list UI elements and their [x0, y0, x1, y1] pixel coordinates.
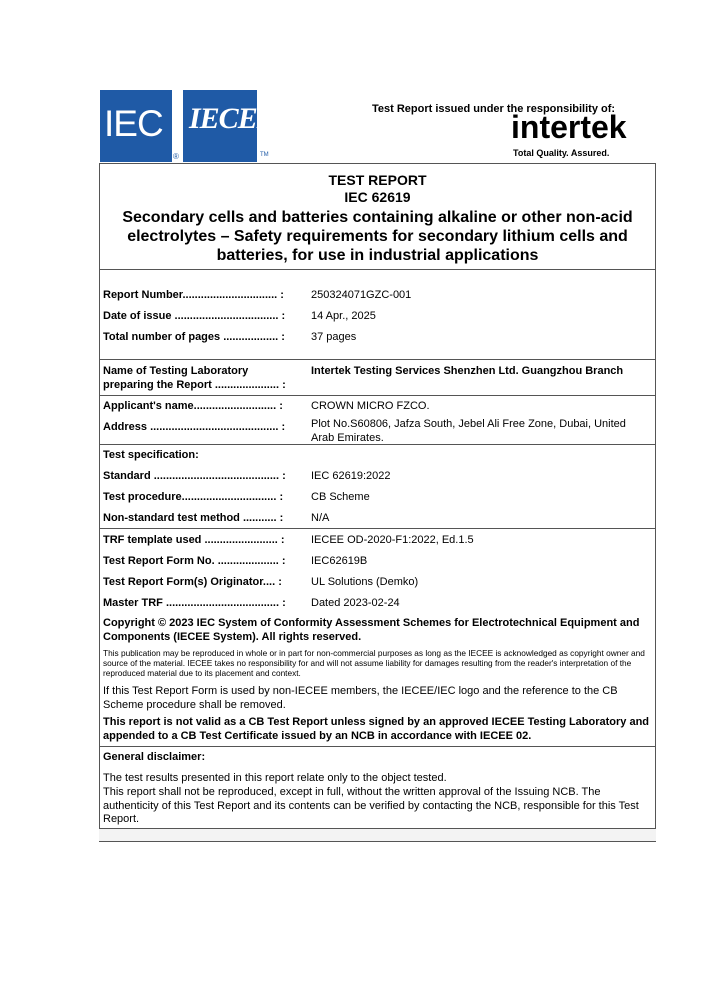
- non-member-notice: If this Test Report Form is used by non-IECEE members, the IECEE/IEC logo and the reference to the CB Scheme procedure shall be removed.: [103, 685, 618, 711]
- total-pages-label: Total number of pages .................. :: [103, 331, 285, 343]
- copyright-heading: Copyright © 2023 IEC System of Conformity Assessment Schemes for Electrotechnical Equipment and Components (IECEE System). All rights reserved.: [103, 617, 640, 643]
- address-label: Address .......................................... :: [103, 421, 286, 433]
- divider: [99, 269, 656, 270]
- bottom-bar: [99, 828, 656, 841]
- report-title-block: [100, 172, 655, 265]
- disclaimer-heading: General disclaimer:: [103, 751, 206, 763]
- divider: [99, 444, 656, 445]
- testing-lab-label-line2: preparing the Report ..................... :: [103, 379, 286, 391]
- test-spec-heading: Test specification:: [103, 449, 199, 461]
- trf-template-label: TRF template used ........................ :: [103, 534, 285, 546]
- registered-mark: ®: [173, 152, 179, 161]
- divider: [99, 528, 656, 529]
- master-trf-value: Dated 2023-02-24: [311, 597, 400, 609]
- iec-logo: [100, 90, 172, 162]
- trf-template-value: IECEE OD-2020-F1:2022, Ed.1.5: [311, 534, 474, 546]
- applicant-label: Applicant's name........................... :: [103, 400, 283, 412]
- divider: [99, 746, 656, 747]
- non-standard-value: N/A: [311, 512, 330, 524]
- intertek-logo: intertek: [511, 109, 627, 145]
- total-pages-value: 37 pages: [311, 331, 357, 343]
- applicant-value: CROWN MICRO FZCO.: [311, 400, 430, 412]
- disclaimer-line2: This report shall not be reproduced, except in full, without the written approval of the Issuing NCB. The authenticity of this Test Report and its contents can be verified by contacting the NCB, responsible for this Test Report.: [103, 786, 639, 825]
- intertek-tagline: Total Quality. Assured.: [513, 148, 610, 158]
- trf-form-no-label: Test Report Form No. .................... :: [103, 555, 286, 567]
- address-value: Plot No.S60806, Jafza South, Jebel Ali Free Zone, Dubai, United Arab Emirates.: [311, 418, 626, 444]
- report-number-value: 250324071GZC-001: [311, 289, 412, 301]
- trf-originator-label: Test Report Form(s) Originator.... :: [103, 576, 282, 588]
- divider: [99, 395, 656, 396]
- copyright-notice: This publication may be reproduced in whole or in part for non-commercial purposes as long as the IECEE is acknowledged as copyright owner and source of the material. IECEE takes no responsibility for and will not assume liability for damages resulting from the reader's interpretation of the reproduced material due to its placement and context.: [103, 648, 645, 678]
- issued-under-text: Test Report issued under the responsibility of:: [372, 103, 616, 115]
- report-number-label: Report Number............................... :: [103, 289, 284, 301]
- test-procedure-value: CB Scheme: [311, 491, 370, 503]
- iecee-logo-text: IECEE: [189, 102, 276, 135]
- disclaimer-line1: The test results presented in this report relate only to the object tested.: [103, 772, 447, 784]
- trf-form-no-value: IEC62619B: [311, 555, 368, 567]
- trf-originator-value: UL Solutions (Demko): [311, 576, 419, 588]
- non-standard-label: Non-standard test method ........... :: [103, 512, 284, 524]
- date-of-issue-value: 14 Apr., 2025: [311, 310, 376, 322]
- testing-lab-label-line1: Name of Testing Laboratory: [103, 365, 249, 377]
- report-title: TEST REPORT: [328, 172, 427, 188]
- divider: [99, 359, 656, 360]
- date-of-issue-label: Date of issue .................................. :: [103, 310, 286, 322]
- standard-value: IEC 62619:2022: [311, 470, 391, 482]
- standard-label: Standard ......................................... :: [103, 470, 286, 482]
- report-subject: Secondary cells and batteries containing alkaline or other non-acid electrolytes – Safety requirements for secondary lithium cells and batteries, for use in industrial applications: [122, 209, 633, 264]
- test-procedure-label: Test procedure............................... :: [103, 491, 284, 503]
- iec-logo-text: IEC: [104, 103, 163, 144]
- validity-notice: This report is not valid as a CB Test Report unless signed by an approved IECEE Testing Laboratory and appended to a CB Test Certificate issued by an NCB in accordance with IECEE 02.: [103, 716, 650, 742]
- trademark-mark: TM: [260, 152, 269, 158]
- testing-lab-value: Intertek Testing Services Shenzhen Ltd. Guangzhou Branch: [311, 365, 624, 377]
- master-trf-label: Master TRF ..................................... :: [103, 597, 286, 609]
- report-standard: IEC 62619: [344, 189, 411, 205]
